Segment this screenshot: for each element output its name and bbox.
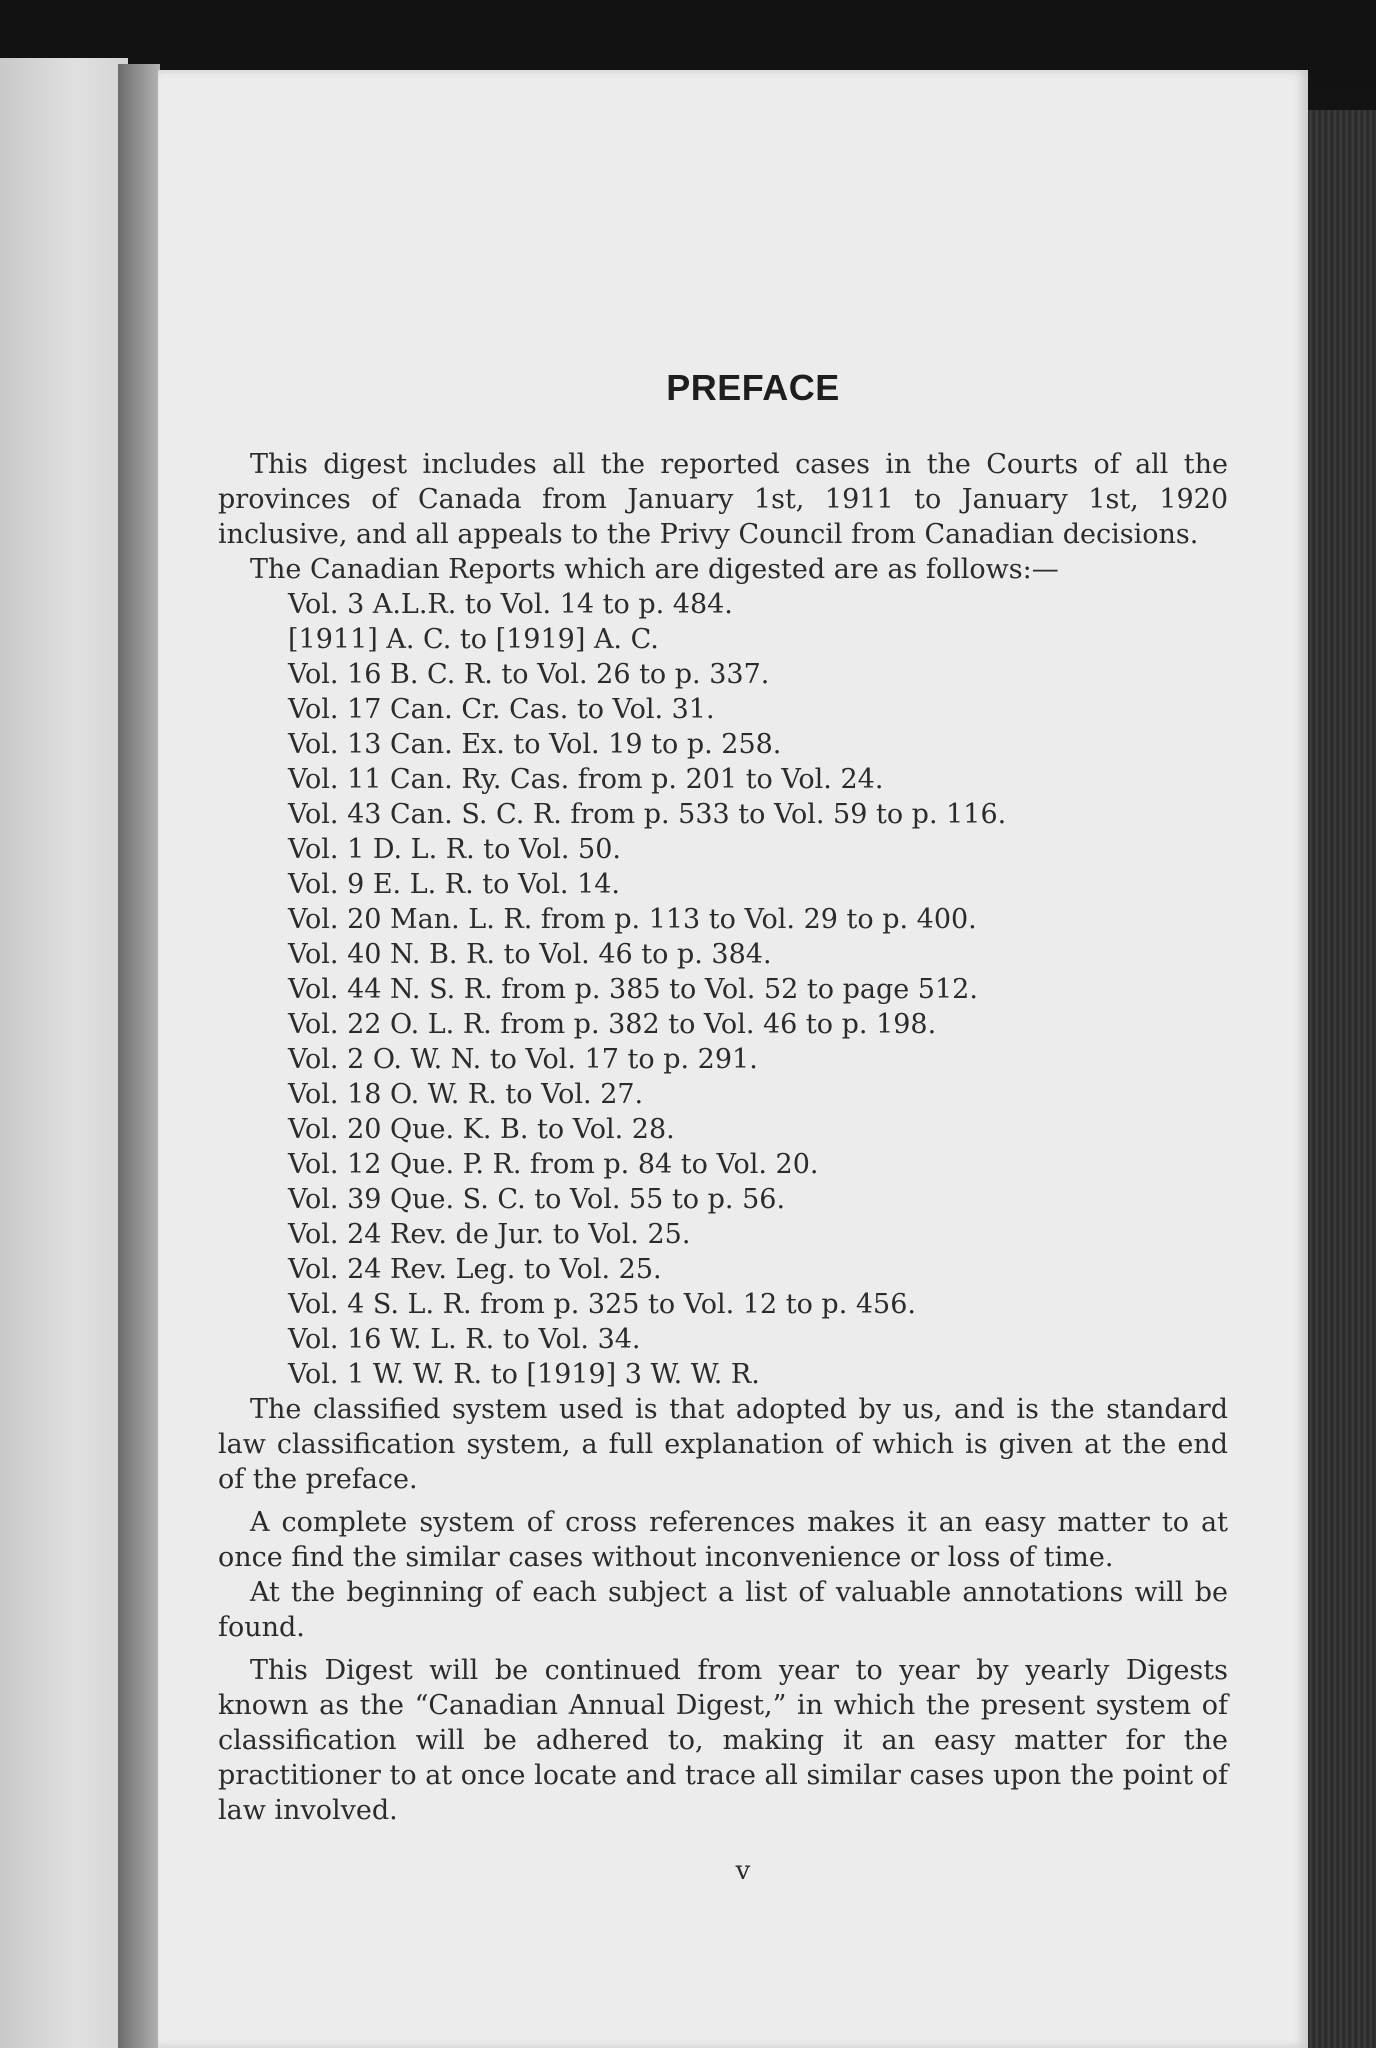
cross-references-paragraph: A complete system of cross references makes it an easy matter to at once find the similar cases without inconvenience or loss of time.	[218, 1507, 1228, 1573]
page-content	[218, 367, 1228, 1889]
list-item: Vol. 40 N. B. R. to Vol. 46 to p. 384.	[288, 939, 772, 970]
list-item: Vol. 20 Que. K. B. to Vol. 28.	[288, 1114, 675, 1145]
list-item: Vol. 4 S. L. R. from p. 325 to Vol. 12 to p. 456.	[288, 1289, 916, 1320]
list-item: Vol. 22 O. L. R. from p. 382 to Vol. 46 to p. 198.	[288, 1009, 937, 1040]
reports-list	[218, 587, 1228, 1392]
list-item: Vol. 44 N. S. R. from p. 385 to Vol. 52 to page 512.	[288, 974, 978, 1005]
list-item: Vol. 12 Que. P. R. from p. 84 to Vol. 20.	[288, 1149, 819, 1180]
list-item: Vol. 2 O. W. N. to Vol. 17 to p. 291.	[288, 1044, 758, 1075]
list-item: Vol. 1 D. L. R. to Vol. 50.	[288, 834, 621, 865]
classification-paragraph: The classified system used is that adopted by us, and is the standard law classification system, a full explanation of which is given at the end of the preface.	[218, 1394, 1228, 1495]
list-item: Vol. 24 Rev. Leg. to Vol. 25.	[288, 1254, 662, 1285]
preface-page	[158, 70, 1308, 2048]
annotations-paragraph: At the beginning of each subject a list of valuable annotations will be found.	[218, 1577, 1228, 1643]
list-item: Vol. 43 Can. S. C. R. from p. 533 to Vol. 59 to p. 116.	[288, 799, 1007, 830]
list-item: Vol. 17 Can. Cr. Cas. to Vol. 31.	[288, 694, 715, 725]
page-number: v	[735, 1856, 751, 1886]
list-item: Vol. 16 B. C. R. to Vol. 26 to p. 337.	[288, 659, 770, 690]
list-item: Vol. 39 Que. S. C. to Vol. 55 to p. 56.	[288, 1184, 786, 1215]
left-page-edge	[0, 58, 128, 2048]
list-item: Vol. 9 E. L. R. to Vol. 14.	[288, 869, 621, 900]
page-stack-edge	[1308, 110, 1376, 2048]
intro-paragraph: This digest includes all the reported cases in the Courts of all the provinces of Canada from January 1st, 1911 to January 1st, 1920 inclusive, and all appeals to the Privy Council from Canadian decisions.	[218, 449, 1228, 550]
list-item: Vol. 13 Can. Ex. to Vol. 19 to p. 258.	[288, 729, 782, 760]
list-item: Vol. 18 O. W. R. to Vol. 27.	[288, 1079, 644, 1110]
list-item: Vol. 1 W. W. R. to [1919] 3 W. W. R.	[288, 1359, 760, 1390]
list-item: [1911] A. C. to [1919] A. C.	[288, 624, 659, 655]
list-item: Vol. 20 Man. L. R. from p. 113 to Vol. 29 to p. 400.	[288, 904, 977, 935]
list-item: Vol. 16 W. L. R. to Vol. 34.	[288, 1324, 641, 1355]
list-item: Vol. 11 Can. Ry. Cas. from p. 201 to Vol. 24.	[288, 764, 884, 795]
annual-digest-paragraph: This Digest will be continued from year to year by yearly Digests known as the “Canadian Annual Digest,” in which the present system of classification will be adhered to, making it an easy matter for the practitioner to at once locate and trace all similar cases upon the point of law involved.	[218, 1655, 1228, 1826]
page-title: PREFACE	[666, 367, 840, 408]
list-item: Vol. 24 Rev. de Jur. to Vol. 25.	[288, 1219, 691, 1250]
book-gutter	[118, 64, 160, 2048]
reports-intro: The Canadian Reports which are digested are as follows:—	[250, 554, 1059, 585]
list-item: Vol. 3 A.L.R. to Vol. 14 to p. 484.	[288, 589, 733, 620]
